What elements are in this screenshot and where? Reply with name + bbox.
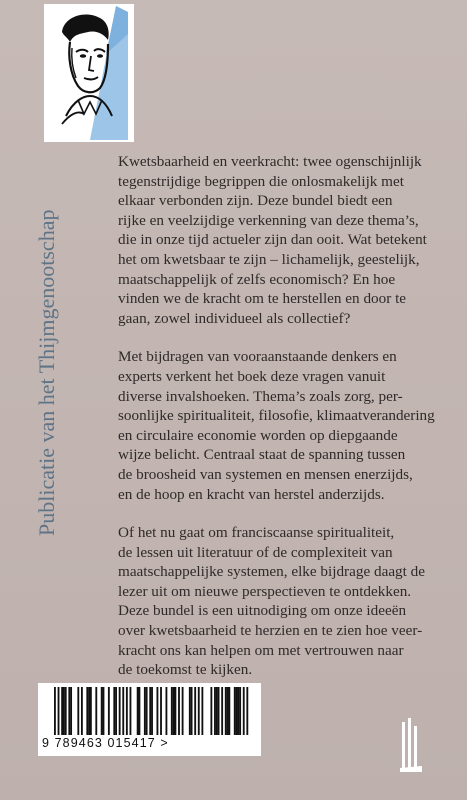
- barcode-bar: [160, 687, 162, 735]
- barcode-bar: [157, 687, 159, 735]
- barcode-bar: [86, 687, 88, 735]
- blurb-line: diverse invalshoeken. Thema’s zoals zorg, per-: [118, 387, 403, 405]
- barcode-bar: [122, 687, 124, 735]
- barcode-bar: [228, 687, 230, 735]
- publisher-logo-icon: [398, 716, 424, 776]
- blurb-line: lezer uit om nieuwe perspectieven te ontdekken.: [118, 582, 412, 600]
- blurb-line: kracht ons kan helpen om met vertrouwen naar: [118, 641, 404, 659]
- barcode-bar: [216, 687, 218, 735]
- barcode-bar: [227, 687, 229, 735]
- blurb-line: gaan, zowel individueel als collectief?: [118, 309, 351, 327]
- barcode-bar: [101, 687, 103, 735]
- blurb-line: Kwetsbaarheid en veerkracht: twee ogenschijnlijk: [118, 153, 422, 170]
- blurb-line: Of het nu gaat om franciscaanse spiritualiteit,: [118, 524, 395, 542]
- blurb-line: maatschappelijke systemen, elke bijdrage daagt de: [118, 563, 426, 581]
- barcode-bar: [234, 687, 236, 735]
- blurb-text: [118, 152, 458, 699]
- blurb-line: maatschappelijk of zelfs economisch? En hoe: [118, 270, 396, 288]
- barcode-bar: [126, 687, 128, 735]
- barcode-bar: [182, 687, 184, 735]
- barcode-bar: [144, 687, 146, 735]
- barcode-bar: [165, 687, 167, 735]
- blurb-line: en circulaire economie worden op diepgaande: [118, 426, 398, 444]
- blurb-line: elkaar verbonden zijn. Deze bundel biedt een: [118, 192, 393, 210]
- blurb-paragraph: [118, 152, 458, 328]
- blurb-line: de lessen uit literatuur of de complexiteit van: [118, 543, 393, 561]
- barcode-bar: [61, 687, 63, 735]
- barcode-bar: [81, 687, 83, 735]
- barcode-bar: [173, 687, 175, 735]
- barcode-bar: [146, 687, 148, 735]
- barcode-bars: [54, 687, 250, 735]
- barcode-bar: [139, 687, 141, 735]
- isbn-barcode: [38, 683, 261, 756]
- barcode-bar: [243, 687, 245, 735]
- barcode-bar: [70, 687, 72, 735]
- barcode-bar: [113, 687, 115, 735]
- blurb-line: rijke en veelzijdige verkenning van deze thema’s,: [118, 211, 419, 229]
- blurb-line: over kwetsbaarheid te herzien en te zien hoe veer-: [118, 622, 423, 640]
- barcode-bar: [178, 687, 180, 735]
- barcode-bar: [201, 687, 203, 735]
- blurb-line: experts verkent het boek deze vragen vanuit: [118, 367, 386, 385]
- barcode-bar: [88, 687, 90, 735]
- barcode-bar: [77, 687, 79, 735]
- barcode-bar: [198, 687, 200, 735]
- barcode-bar: [137, 687, 139, 735]
- barcode-bar: [246, 687, 248, 735]
- barcode-bar: [174, 687, 176, 735]
- barcode-bar: [65, 687, 67, 735]
- blurb-line: de broosheid van systemen en mensen enerzijds,: [118, 465, 413, 483]
- isbn-digits: 9 789463 015417 >: [42, 736, 169, 750]
- barcode-bar: [221, 687, 223, 735]
- barcode-bar: [149, 687, 151, 735]
- blurb-line: wijze belicht. Centraal staat de spanning tussen: [118, 446, 406, 464]
- blurb-line: soonlijke spiritualiteit, filosofie, klimaatverandering: [118, 407, 435, 425]
- blurb-paragraph: [118, 523, 458, 680]
- barcode-bar: [151, 687, 153, 735]
- barcode-bar: [95, 687, 97, 735]
- barcode-bar: [194, 687, 196, 735]
- blurb-line: het om kwetsbaar te zijn – lichamelijk, geestelijk,: [118, 250, 420, 268]
- barcode-bar: [108, 687, 110, 735]
- barcode-bar: [191, 687, 193, 735]
- barcode-bar: [225, 687, 227, 735]
- barcode-bar: [119, 687, 121, 735]
- barcode-bar: [68, 687, 70, 735]
- barcode-bar: [115, 687, 117, 735]
- barcode-bar: [210, 687, 212, 735]
- barcode-bar: [237, 687, 239, 735]
- barcode-bar: [90, 687, 92, 735]
- blurb-line: en de hoop en kracht van herstel anderzijds.: [118, 485, 385, 503]
- blurb-line: die in onze tijd actueler zijn dan ooit. Wat betekent: [118, 231, 427, 249]
- blurb-line: tegenstrijdige begrippen die onlosmakelijk met: [118, 172, 404, 190]
- barcode-bar: [58, 687, 60, 735]
- barcode-bar: [63, 687, 65, 735]
- barcode-bar: [103, 687, 105, 735]
- barcode-bar: [130, 687, 132, 735]
- barcode-bar: [236, 687, 238, 735]
- barcode-bar: [218, 687, 220, 735]
- barcode-bar: [189, 687, 191, 735]
- blurb-line: vinden we de kracht om te herstellen en door te: [118, 290, 407, 308]
- blurb-line: de toekomst te kijken.: [118, 661, 253, 679]
- spine-publisher-text: Publicatie van het Thijmgenootschap: [34, 209, 59, 536]
- barcode-bar: [214, 687, 216, 735]
- barcode-bar: [54, 687, 56, 735]
- blurb-line: Met bijdragen van vooraanstaande denkers en: [118, 348, 397, 366]
- barcode-bar: [171, 687, 173, 735]
- barcode-bar: [239, 687, 241, 735]
- blurb-paragraph: [118, 347, 458, 504]
- blurb-line: Deze bundel is een uitnodiging om onze ideeën: [118, 602, 407, 620]
